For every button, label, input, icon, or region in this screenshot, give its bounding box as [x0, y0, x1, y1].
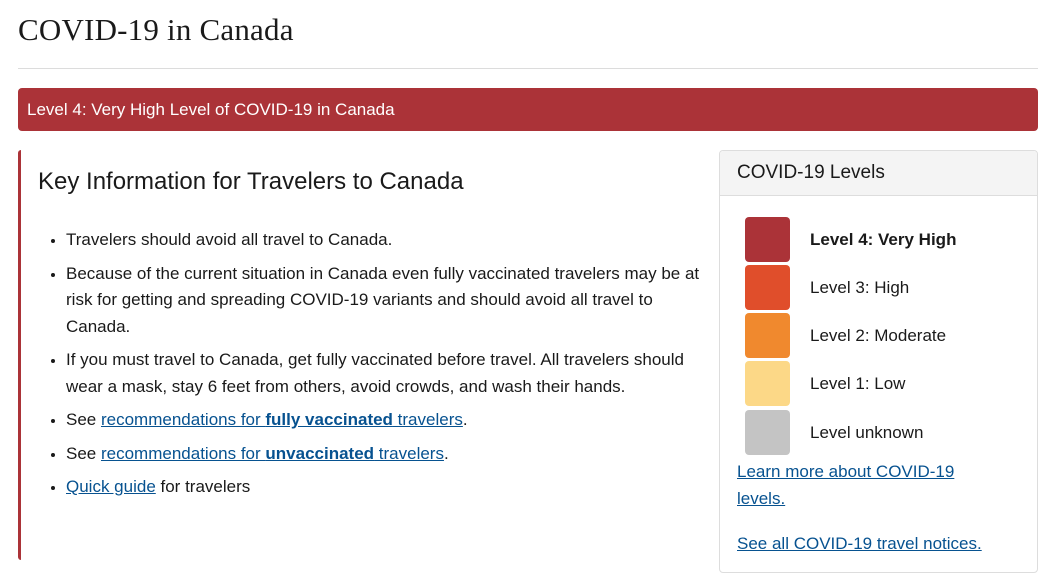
key-information-list: [45, 227, 706, 508]
bullet-text: Travelers should avoid all travel to Canada.: [66, 230, 393, 249]
covid-levels-panel: [719, 150, 1038, 573]
level-unknown-swatch: [745, 410, 790, 455]
bullet-suffix: .: [443, 443, 449, 463]
list-item: [66, 347, 706, 400]
level-1-swatch: [745, 361, 790, 406]
level-3-label: Level 3: High: [810, 278, 910, 297]
key-information-panel: [18, 150, 700, 560]
level-4-swatch: [745, 217, 790, 262]
level-2-label: Level 2: Moderate: [810, 326, 947, 345]
bullet-prefix: See: [66, 410, 101, 429]
link-bold-text: fully vaccinated: [265, 410, 393, 429]
see-all-travel-notices-link[interactable]: See all COVID-19 travel notices.: [737, 534, 982, 553]
level-3-swatch: [745, 265, 790, 310]
level-1-label: Level 1: Low: [810, 374, 906, 393]
list-item: [66, 261, 706, 341]
quick-guide-link[interactable]: Quick guide: [66, 477, 156, 496]
list-item: [66, 407, 706, 434]
level-item-unknown: [745, 410, 1025, 456]
bullet-prefix: See: [66, 443, 101, 463]
title-divider: [18, 68, 1038, 69]
unvaccinated-recommendations-link[interactable]: [101, 444, 444, 463]
link-text: recommendations for: [100, 410, 266, 429]
level-unknown-label: Level unknown: [810, 423, 924, 442]
bullet-text: If you must travel to Canada, get fully vaccinated before travel. All travelers should wear a mask, stay 6 feet from others, avoid crowds, and wash their hands.: [66, 350, 684, 396]
level-banner: Level 4: Very High Level of COVID-19 in Canada: [18, 88, 1038, 131]
list-item: [66, 441, 706, 468]
link-text: travelers: [392, 410, 463, 429]
key-information-heading: Key Information for Travelers to Canada: [38, 168, 464, 195]
link-text: recommendations for: [100, 443, 266, 463]
bullet-suffix: .: [462, 410, 468, 429]
learn-more-levels-link[interactable]: Learn more about COVID-19 levels.: [737, 462, 955, 508]
link-text: travelers: [374, 443, 444, 463]
list-item: [66, 227, 706, 254]
level-item-3: [745, 265, 1025, 311]
level-item-4: [745, 217, 1025, 263]
level-2-swatch: [745, 313, 790, 358]
level-4-label: Level 4: Very High: [810, 230, 957, 249]
bullet-suffix: for travelers: [155, 477, 251, 496]
page-title: COVID-19 in Canada: [18, 12, 294, 47]
level-item-2: [745, 313, 1025, 359]
list-item: [66, 474, 706, 501]
covid-levels-header: COVID-19 Levels: [720, 151, 1037, 196]
fully-vaccinated-recommendations-link[interactable]: [101, 410, 463, 429]
bullet-text: Because of the current situation in Canada even fully vaccinated travelers may be at risk for getting and spreading COVID-19 variants and should avoid all travel to Canada.: [66, 263, 700, 336]
link-bold-text: unvaccinated: [265, 443, 375, 463]
level-item-1: [745, 361, 1025, 407]
